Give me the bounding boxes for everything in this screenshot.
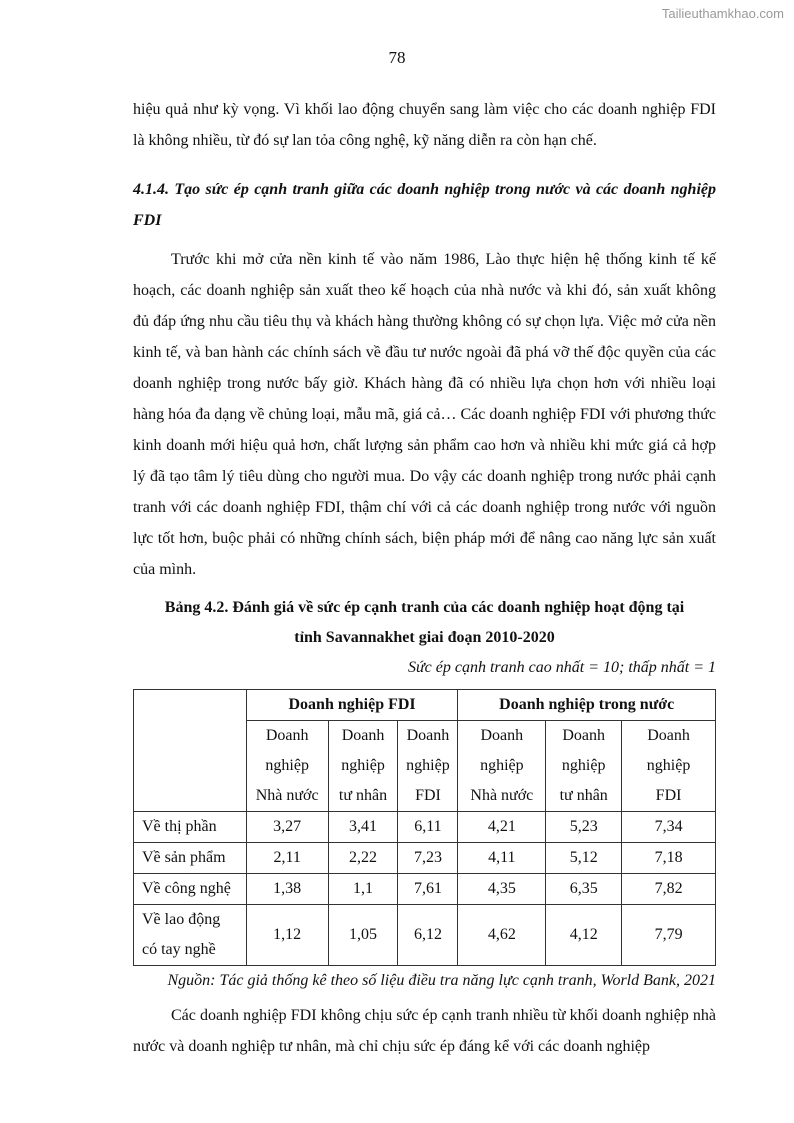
table-cell: 3,27 [246,812,328,843]
table-cell: 7,34 [622,812,716,843]
group-header-domestic: Doanh nghiệp trong nước [458,690,716,721]
row-label: Về lao động có tay nghề [134,905,247,966]
subheader-cell: Doanh nghiệp FDI [622,721,716,812]
table-row [134,843,716,874]
paragraph-continued: Các doanh nghiệp FDI không chịu sức ép cạnh tranh nhiều từ khối doanh nghiệp nhà nước và doanh nghiệp tư nhân, mà chỉ chịu sức ép đáng kể với các doanh nghiệp [133,1007,716,1055]
subheader-cell: Doanh nghiệp tư nhân [328,721,398,812]
table-cell: 6,12 [398,905,458,966]
row-label: Về thị phần [134,812,247,843]
table-cell: 7,61 [398,874,458,905]
table-caption-line2: tỉnh Savannakhet giai đoạn 2010-2020 [294,629,555,646]
table-caption-line1: Bảng 4.2. Đánh giá về sức ép cạnh tranh của các doanh nghiệp hoạt động tại [164,599,685,616]
paragraph-body: Trước khi mở cửa nền kinh tế vào năm 1986, Lào thực hiện hệ thống kinh tế kế hoạch, các doanh nghiệp sản xuất theo kế hoạch của nhà nước và khi đó, sản xuất không đủ đáp ứng nhu cầu tiêu thụ và khách hàng thường không có sự chọn lựa. Việc mở cửa nền kinh tế, và ban hành các chính sách về đầu tư nước ngoài đã phá vỡ thế độc quyền của các doanh nghiệp trong nước bấy giờ. Khách hàng đã có nhiều lựa chọn hơn với nhiều loại hàng hóa đa dạng về chủng loại, mẫu mã, giá cả… Các doanh nghiệp FDI với phương thức kinh doanh mới hiệu quả hơn, chất lượng sản phẩm cao hơn và nhiều khi mức giá cả hợp lý đã tạo tâm lý tiêu dùng cho người mua. Do vậy các doanh nghiệp trong nước phải cạnh tranh với các doanh nghiệp FDI, thậm chí với cả các doanh nghiệp trong nước với nguồn lực tốt hơn, buộc phải có những chính sách, biện pháp mới để nâng cao năng lực sản xuất của mình. [133,251,717,578]
table-cell: 2,11 [246,843,328,874]
table-scale-note: Sức ép cạnh tranh cao nhất = 10; thấp nhất = 1 [407,659,716,676]
table-cell: 4,11 [458,843,546,874]
table-cell: 1,1 [328,874,398,905]
table-row [134,905,716,966]
table-cell: 7,82 [622,874,716,905]
table-cell: 5,23 [546,812,622,843]
paragraph-continuation: hiệu quả như kỳ vọng. Vì khối lao động chuyển sang làm việc cho các doanh nghiệp FDI là không nhiều, từ đó sự lan tỏa công nghệ, kỹ năng diễn ra còn hạn chế. [133,101,716,149]
subheader-cell: Doanh nghiệp tư nhân [546,721,622,812]
table-corner-cell [134,690,247,812]
table-cell: 4,62 [458,905,546,966]
table-caption [133,593,716,653]
table-cell: 3,41 [328,812,398,843]
section-heading: 4.1.4. Tạo sức ép cạnh tranh giữa các doanh nghiệp trong nước và các doanh nghiệp FDI [133,181,716,229]
table-cell: 2,22 [328,843,398,874]
table-cell: 1,38 [246,874,328,905]
table-cell: 1,12 [246,905,328,966]
table-source-note: Nguồn: Tác giả thống kê theo số liệu điều tra năng lực cạnh tranh, World Bank, 2021 [167,972,716,989]
row-label: Về sản phẩm [134,843,247,874]
table-cell: 4,35 [458,874,546,905]
subheader-cell: Doanh nghiệp FDI [398,721,458,812]
group-header-fdi: Doanh nghiệp FDI [246,690,458,721]
table-cell: 7,23 [398,843,458,874]
table-cell: 4,21 [458,812,546,843]
table-cell: 6,11 [398,812,458,843]
table-cell: 7,79 [622,905,716,966]
page-content [133,94,716,1062]
table-cell: 6,35 [546,874,622,905]
competition-pressure-table [133,689,716,966]
page-number: 78 [388,48,406,67]
table-cell: 4,12 [546,905,622,966]
table-row [134,812,716,843]
table-cell: 5,12 [546,843,622,874]
table-row [134,874,716,905]
subheader-cell: Doanh nghiệp Nhà nước [246,721,328,812]
table-group-header-row [134,690,716,721]
subheader-cell: Doanh nghiệp Nhà nước [458,721,546,812]
table-cell: 7,18 [622,843,716,874]
table-cell: 1,05 [328,905,398,966]
row-label: Về công nghệ [134,874,247,905]
watermark: Tailieuthamkhao.com [661,6,784,21]
